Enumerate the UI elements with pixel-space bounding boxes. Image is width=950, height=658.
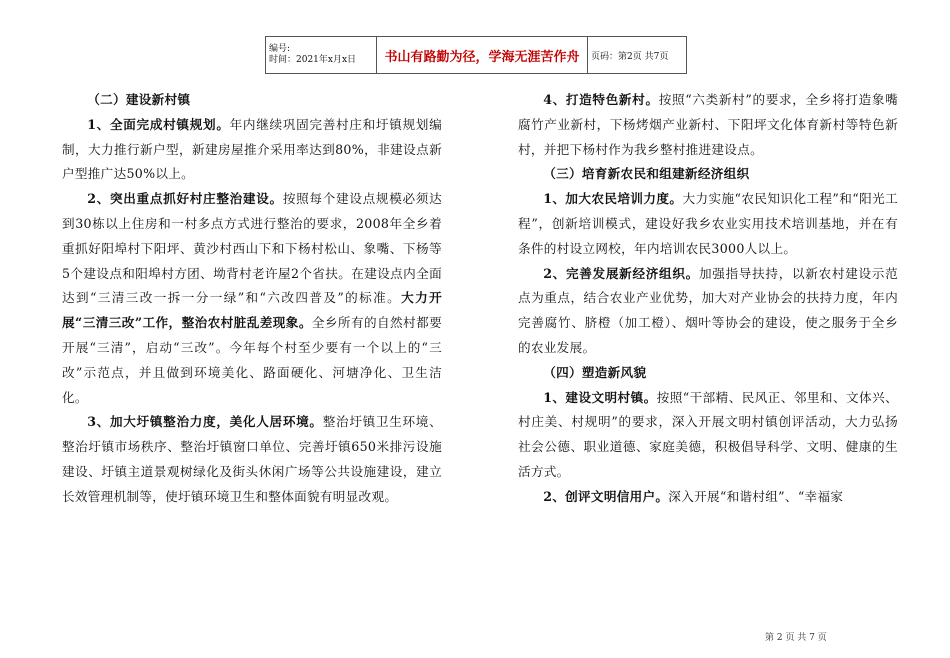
time-label: 时间：2021年x月x日 [269,55,357,65]
paragraph-credit-household [518,485,898,510]
paragraph-town-renovation-body: 整治圩镇卫生环境、整治圩镇市场秩序、整治圩镇窗口单位、完善圩镇650米排污设施建设、圩镇主道景观树绿化及街头休闲广场等公共设施建设，建立长效管理机制等，使圩镇环境卫生和整体面貌有明显改观。 [62,414,442,504]
paragraph-economic-org [518,262,898,361]
paragraph-economic-org-lead: 2、完善发展新经济组织。 [543,265,699,281]
paragraph-farmer-training-body: 大力实施“农民知识化工程”和“阳光工程”，创新培训模式，建设好我乡农业实用技术培训基地，并在有条件的村设立网校，年内培训农民3000人以上。 [518,191,898,256]
paragraph-planning [62,113,442,187]
paragraph-feature-village-lead: 4、打造特色新村。 [543,92,659,107]
paragraph-town-renovation-lead: 3、加大圩镇整治力度，美化人居环境。 [87,414,323,430]
motto-text: 书山有路勤为径，学海无涯苦作舟 [384,49,580,65]
paragraph-feature-village-body: 按照“六类新村”的要求，全乡将打造象嘴腐竹产业新村，下杨烤烟产业新村、下阳坪文化体育新村等特色新村，并把下杨村作为我乡整村推进建设点。 [518,92,899,157]
paragraph-civilized-village [518,386,898,485]
paragraph-credit-household-body: 深入开展“和谐村组”、“幸福家 [668,488,844,504]
document-header-table [265,36,687,74]
page-footer: 第 2 页 共 7 页 [765,633,827,643]
paragraph-village-renovation-lead: 2、突出重点抓好村庄整治建设。 [87,191,283,207]
right-column [518,88,898,510]
motto-cell [377,37,588,74]
section-heading-jianshe: （二）建设新村镇 [87,92,191,107]
page-info-cell [588,37,687,74]
left-column [62,88,442,510]
paragraph-planning-body: 年内继续巩固完善村庄和圩镇规划编制，大力推行新户型，新建房屋推介采用率达到80%，非建设点新户型推广达50%以上。 [62,116,442,182]
paragraph-village-renovation-lead2: 大力开展“三清三改”工作，整治农村脏乱差现象。 [62,290,442,331]
header-meta-cell [266,37,377,74]
section-heading-peiyu: （三）培育新农民和组建新经济组织 [543,166,750,182]
paragraph-credit-household-lead: 2、创评文明信用户。 [543,488,669,504]
paragraph-farmer-training-lead: 1、加大农民培训力度。 [543,191,683,207]
paragraph-town-renovation [62,410,442,509]
paragraph-economic-org-body: 加强指导扶持，以新农村建设示范点为重点，结合农业产业优势，加大对产业协会的扶持力度，年内完善腐竹、脐橙（加工橙）、烟叶等协会的建设，使之服务于全乡的农业发展。 [518,265,898,355]
paragraph-feature-village [518,88,898,162]
page-info-text: 页码：第2页 共7页 [591,51,669,62]
serial-label: 编号: [269,44,291,54]
paragraph-civilized-village-body: 按照“干部精、民风正、邻里和、文体兴、村庄美、村规明”的要求，深入开展文明村镇创评活动，大力弘扬社会公德、职业道德、家庭美德，积极倡导科学、文明、健康的生活方式。 [518,389,898,479]
paragraph-planning-lead: 1、全面完成村镇规划。 [87,116,230,132]
paragraph-village-renovation-body: 按照每个建设点规模必须达到30栋以上住房和一村多点方式进行整治的要求，2008年全乡着重抓好阳埠村下阳坪、黄沙村西山下和下杨村松山、象嘴、下杨等5个建设点和阳埠村方团、坳背村老许屋2个省扶。在建设点内全面达到“三清三改一拆一分一绿”和“六改四普及”的标准。 [62,191,442,306]
section-heading-suzao: （四）塑造新风貌 [543,364,647,380]
paragraph-village-renovation [62,187,442,410]
paragraph-farmer-training [518,187,898,261]
paragraph-civilized-village-lead: 1、建设文明村镇。 [543,389,657,405]
paragraph-village-renovation-body2: 全乡所有的自然村都要开展“三清”，启动“三改”。今年每个村至少要有一个以上的“三改”示范点，并且做到环境美化、路面硬化、河塘净化、卫生洁化。 [62,315,442,405]
